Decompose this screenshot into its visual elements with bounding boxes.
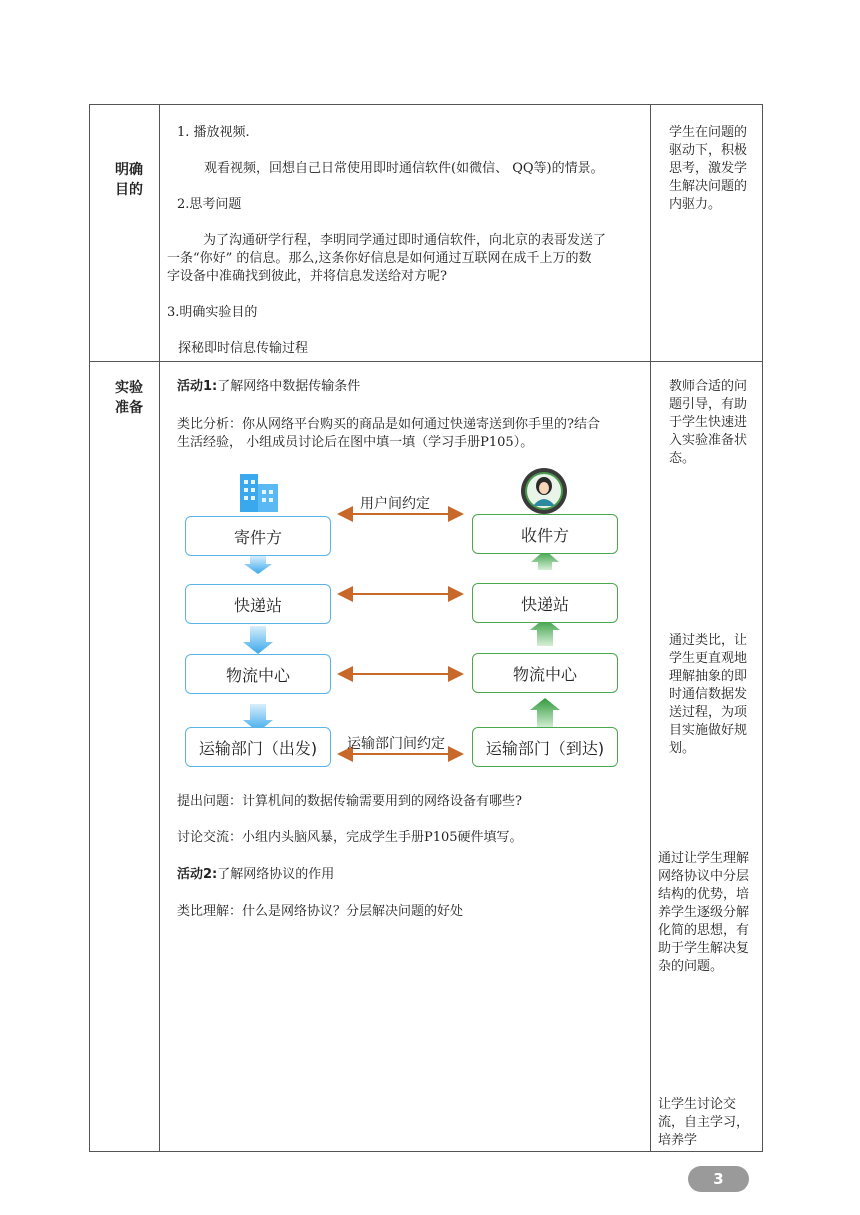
left-logistics-box: 物流中心: [185, 654, 331, 694]
activity-2: [177, 866, 334, 884]
teaching-note: 通过让学生理解网络协议中分层结构的优势，培养学生逐级分解化简的思想，有助于学生解决复杂的问题。: [658, 851, 750, 974]
step-2-line3: 字设备中准确找到彼此，并将信息发送给对方呢?: [167, 269, 447, 284]
step-2: 2.思考问题: [177, 197, 242, 212]
column-divider: [650, 105, 651, 1151]
bottom-agreement-label: 运输部门间约定: [347, 736, 445, 752]
teaching-note: 学生在问题的驱动下，积极思考，激发学生解决问题的内驱力。: [669, 125, 748, 212]
row-label-text: 实验 准备: [115, 380, 143, 416]
question: 提出问题：计算机间的数据传输需要用到的网络设备有哪些?: [177, 794, 522, 809]
top-agreement-label: 用户间约定: [360, 496, 430, 512]
row-label-purpose: [109, 160, 149, 200]
step-2-line2: 一条“你好” 的信息。那么,这条你好信息是如何通过互联网在成千上万的数: [167, 251, 592, 266]
receiver-box: 收件方: [472, 514, 618, 554]
column-divider: [159, 105, 160, 1151]
analogy2: 类比理解：什么是网络协议？分层解决问题的好处: [177, 904, 464, 919]
step-3-text: 探秘即时信息传输过程: [178, 341, 309, 356]
left-station-box: 快递站: [185, 584, 331, 624]
step-2-line1: 为了沟通研学行程，李明同学通过即时通信软件，向北京的表哥发送了: [203, 233, 607, 248]
teaching-note: 教师合适的问题引导，有助于学生快速进入实验准备状态。: [669, 379, 748, 466]
activity-2-text: 了解网络协议的作用: [217, 867, 335, 882]
row-label-prep: [109, 378, 149, 418]
activity-1: [177, 378, 360, 396]
right-station-box: 快递站: [472, 583, 618, 623]
row-label-text: 明确 目的: [115, 162, 143, 198]
teaching-note: 通过类比，让学生更直观地理解抽象的即时通信数据发送过程，为项目实施做好规划。: [669, 633, 748, 756]
activity-1-title: 活动1:: [177, 379, 218, 394]
page-number-badge: 3: [688, 1166, 749, 1192]
step-1: 1. 播放视频.: [177, 125, 250, 140]
activity-1-text: 了解网络中数据传输条件: [217, 379, 361, 394]
step-1-text: 观看视频，回想自己日常使用即时通信软件(如微信、 QQ等)的情景。: [204, 161, 604, 176]
analogy-line1: 类比分析：你从网络平台购买的商品是如何通过快递寄送到你手里的?结合: [177, 417, 600, 432]
step-3: 3.明确实验目的: [167, 305, 258, 320]
left-transport-box: 运输部门（出发): [185, 727, 331, 767]
teaching-note: 让学生讨论交流，自主学习，培养学: [658, 1097, 750, 1148]
row-divider: [90, 361, 762, 362]
analogy-line2: 生活经验， 小组成员讨论后在图中填一填（学习手册P105）。: [177, 435, 534, 450]
sender-box: 寄件方: [185, 516, 331, 556]
right-transport-box: 运输部门（到达): [472, 727, 618, 767]
right-logistics-box: 物流中心: [472, 653, 618, 693]
activity-2-title: 活动2:: [177, 867, 218, 882]
discussion: 讨论交流：小组内头脑风暴，完成学生手册P105硬件填写。: [177, 830, 523, 845]
